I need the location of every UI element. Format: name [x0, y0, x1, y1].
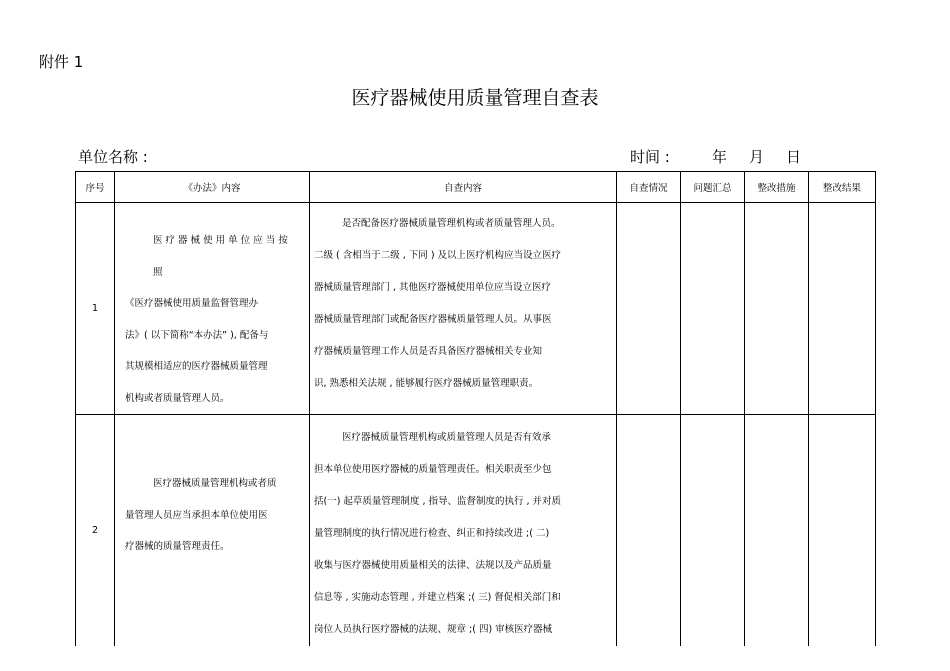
column-header-measures: 整改措施 — [745, 172, 809, 203]
day-label: 日 — [786, 148, 802, 166]
check-line: 收集与医疗器械使用质量相关的法律、法规以及产品质量 — [314, 560, 552, 571]
correction-result-cell[interactable] — [809, 415, 876, 647]
check-line: 信息等 , 实施动态管理 , 并建立档案 ;( 三) 督促相关部门和 — [314, 592, 561, 603]
issue-summary-cell[interactable] — [681, 415, 745, 647]
row-number: 2 — [76, 415, 115, 647]
unit-name-label: 单位名称 : — [78, 148, 148, 166]
check-line: 是否配备医疗器械质量管理机构或者质量管理人员。 — [342, 218, 561, 229]
check-line: 量管理制度的执行情况进行检查、纠正和持续改进 ;( 二) — [314, 528, 550, 539]
issue-summary-cell[interactable] — [681, 203, 745, 415]
law-content-cell — [115, 415, 310, 647]
table-row — [76, 203, 876, 415]
check-line: 器械质量管理部门 , 其他医疗器械使用单位应当设立医疗 — [314, 282, 552, 293]
law-line: 医疗器械质量管理机构或者质 — [153, 478, 277, 489]
month-label: 月 — [749, 148, 765, 166]
check-line: 器械质量管理部门或配备医疗器械质量管理人员。从事医 — [314, 314, 552, 325]
law-line: 其规模相适应的医疗器械质量管理 — [125, 361, 268, 372]
self-check-table — [75, 171, 876, 646]
table-row — [76, 415, 876, 647]
table-header-row — [76, 172, 876, 203]
corrective-measures-cell[interactable] — [745, 415, 809, 647]
check-content-cell — [310, 415, 617, 647]
law-line: 机构或者质量管理人员。 — [125, 392, 230, 404]
row-number: 1 — [76, 203, 115, 415]
document-title: 医疗器械使用质量管理自查表 — [351, 87, 599, 109]
column-header-no: 序号 — [76, 172, 115, 203]
check-line: 担本单位使用医疗器械的质量管理责任。相关职责至少包 — [314, 464, 552, 475]
column-header-check: 自查内容 — [310, 172, 617, 203]
column-header-law: 《办法》内容 — [115, 172, 310, 203]
law-content-cell — [115, 203, 310, 415]
corrective-measures-cell[interactable] — [745, 203, 809, 415]
check-line: 医疗器械质量管理机构或质量管理人员是否有效承 — [342, 432, 552, 443]
law-line: 医 疗 器 械 使 用 单 位 应 当 按 照 — [153, 235, 288, 278]
column-header-status: 自查情况 — [617, 172, 681, 203]
column-header-result: 整改结果 — [809, 172, 876, 203]
year-label: 年 — [712, 148, 728, 166]
check-line: 括(一) 起草质量管理制度 , 指导、监督制度的执行 , 并对质 — [314, 496, 562, 507]
check-line: 识, 熟悉相关法规 , 能够履行医疗器械质量管理职责。 — [314, 378, 539, 389]
column-header-issues: 问题汇总 — [681, 172, 745, 203]
law-line: 量管理人员应当承担本单位使用医 — [125, 509, 268, 521]
attachment-label: 附件 1 — [39, 53, 84, 71]
check-line: 疗器械质量管理工作人员是否具备医疗器械相关专业知 — [314, 346, 543, 357]
self-check-status-cell[interactable] — [617, 415, 681, 647]
self-check-status-cell[interactable] — [617, 203, 681, 415]
law-line: 疗器械的质量管理责任。 — [125, 541, 230, 552]
check-line: 岗位人员执行医疗器械的法规、规章 ;( 四) 审核医疗器械 — [314, 624, 553, 635]
correction-result-cell[interactable] — [809, 203, 876, 415]
time-label: 时间 : — [630, 148, 670, 166]
check-line: 二级 ( 含相当于二级 , 下同 ) 及以上医疗机构应当设立医疗 — [314, 250, 562, 261]
law-line: 《医疗器械使用质量监督管理办 — [125, 298, 259, 309]
law-line: 法》( 以下简称“本办法” ), 配备与 — [125, 329, 269, 341]
check-content-cell — [310, 203, 617, 415]
